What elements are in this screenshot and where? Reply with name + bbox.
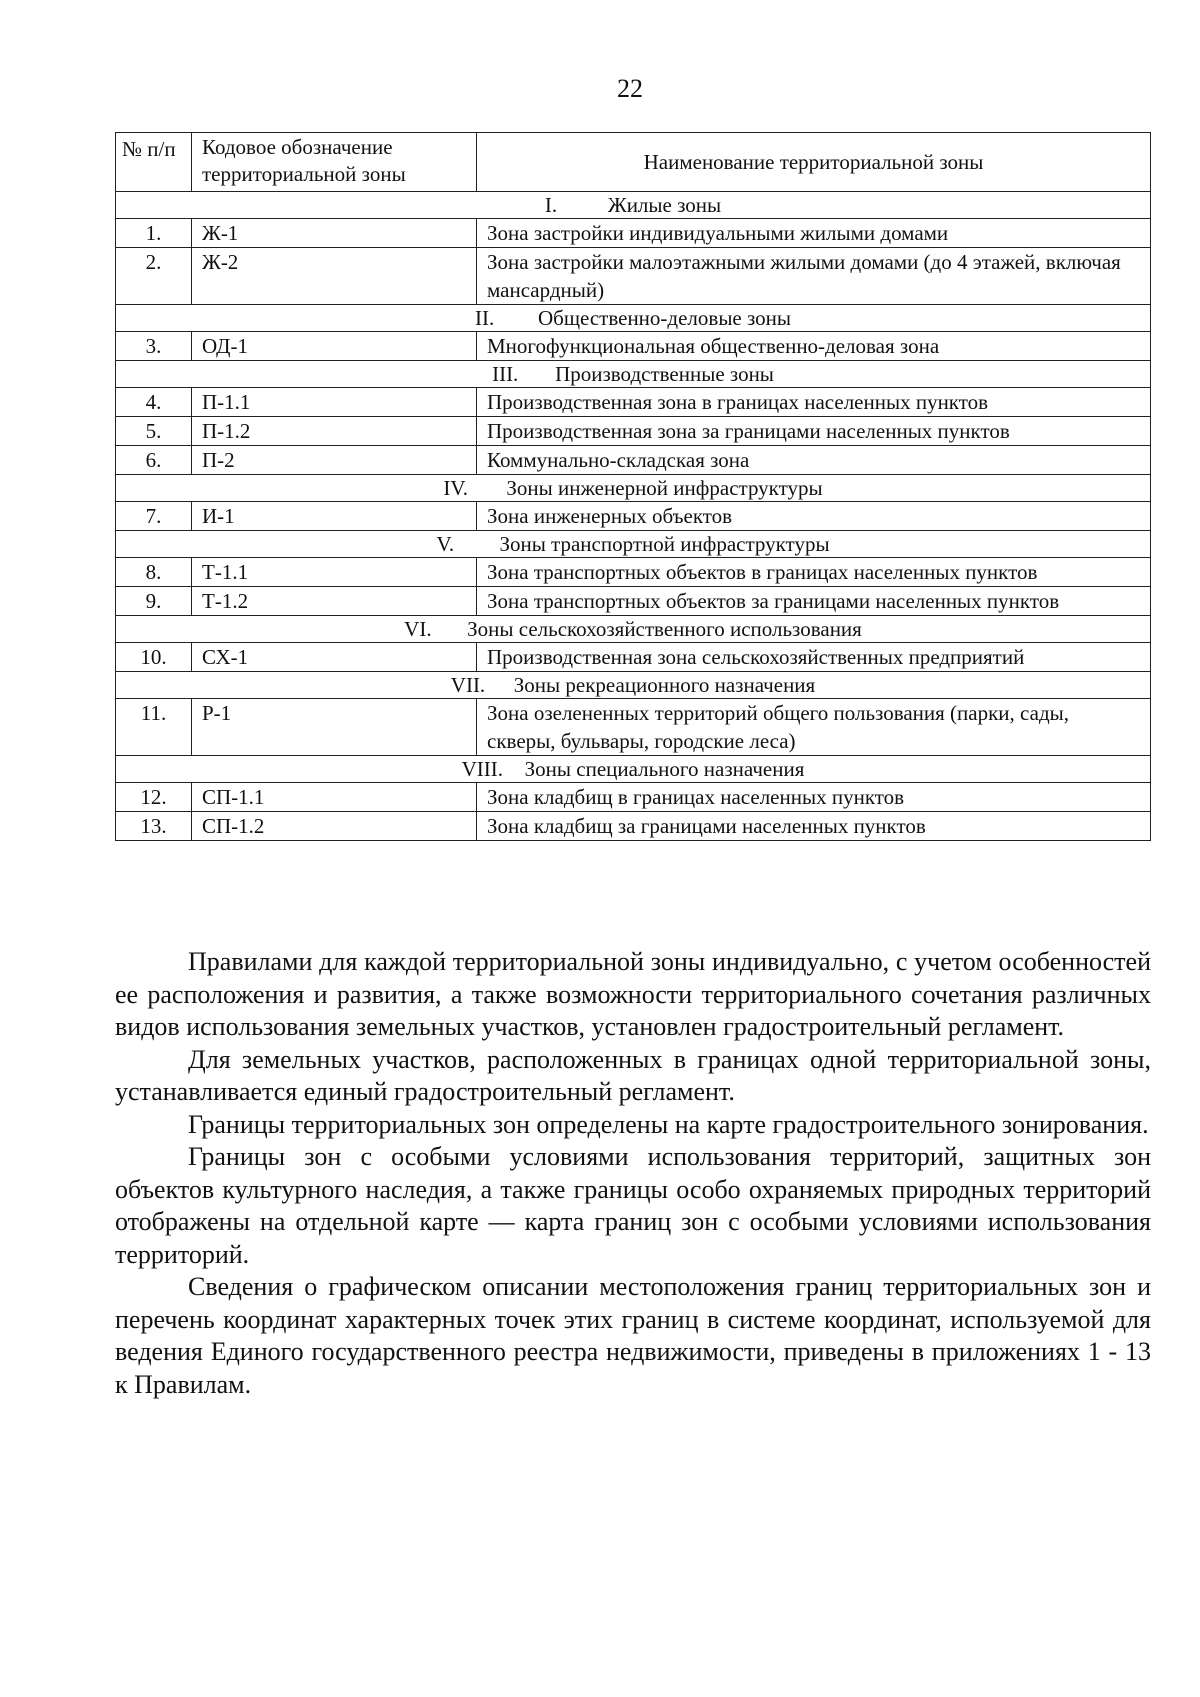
cell-number: 12. (116, 783, 192, 812)
section-title: Зоны транспортной инфраструктуры (499, 532, 830, 556)
section-heading (116, 475, 1151, 502)
cell-number: 13. (116, 812, 192, 841)
cell-code: СП-1.2 (192, 812, 477, 841)
section-row (116, 305, 1151, 332)
section-title: Зоны инженерной инфраструктуры (506, 476, 823, 500)
cell-code: П-1.2 (192, 417, 477, 446)
paragraph: Сведения о графическом описании местоположения границ территориальных зон и перечень координат характерных точек этих границ в системе координат, используемой для ведения Единого государственного реестра недвижимости, приведены в приложениях 1 - 13 к Правилам. (115, 1272, 1151, 1399)
cell-name: Зона транспортных объектов в границах населенных пунктов (477, 558, 1151, 587)
table-row (116, 388, 1151, 417)
header-number: № п/п (116, 133, 192, 192)
section-heading (116, 756, 1151, 783)
cell-number: 3. (116, 332, 192, 361)
section-heading (116, 672, 1151, 699)
cell-name: Зона транспортных объектов за границами населенных пунктов (477, 587, 1151, 616)
section-row (116, 756, 1151, 783)
section-title: Зоны специального назначения (524, 757, 805, 781)
header-name: Наименование территориальной зоны (477, 133, 1151, 192)
section-heading (116, 531, 1151, 558)
section-row (116, 672, 1151, 699)
territorial-zones-table (115, 132, 1151, 841)
cell-code: И-1 (192, 502, 477, 531)
section-numeral: II. (474, 306, 495, 330)
paragraph: Границы территориальных зон определены на карте градостроительного зонирования. (188, 1109, 1149, 1139)
table-row (116, 699, 1151, 756)
cell-name: Зона кладбищ в границах населенных пунктов (477, 783, 1151, 812)
section-row (116, 475, 1151, 502)
section-numeral: VIII. (461, 757, 504, 781)
section-numeral: VI. (404, 617, 432, 641)
section-title: Зоны сельскохозяйственного использования (467, 617, 862, 641)
table-row (116, 587, 1151, 616)
cell-number: 2. (116, 248, 192, 305)
section-numeral: V. (436, 532, 455, 556)
table-row (116, 248, 1151, 305)
body-text (115, 946, 1151, 1401)
cell-code: Т-1.2 (192, 587, 477, 616)
section-heading (116, 616, 1151, 643)
section-title: Общественно-деловые зоны (537, 306, 792, 330)
section-title: Производственные зоны (555, 362, 774, 386)
cell-name: Производственная зона сельскохозяйственных предприятий (477, 643, 1151, 672)
table-row (116, 417, 1151, 446)
cell-name: Коммунально-складская зона (477, 446, 1151, 475)
table-row (116, 812, 1151, 841)
section-row (116, 361, 1151, 388)
header-code: Кодовое обозначение территориальной зоны (192, 133, 477, 192)
table-row (116, 783, 1151, 812)
section-heading (116, 305, 1151, 332)
section-numeral: I. (544, 193, 558, 217)
paragraph: Границы зон с особыми условиями использования территорий, защитных зон объектов культурного наследия, а также границы особо охраняемых природных территорий отображены на отдельной карте — карта границ зон с особыми условиями использования территорий. (115, 1142, 1151, 1269)
section-heading (116, 192, 1151, 219)
cell-number: 9. (116, 587, 192, 616)
table-row (116, 219, 1151, 248)
cell-code: П-2 (192, 446, 477, 475)
section-title: Жилые зоны (607, 193, 722, 217)
cell-code: Т-1.1 (192, 558, 477, 587)
section-heading (116, 361, 1151, 388)
table-row (116, 446, 1151, 475)
cell-code: СХ-1 (192, 643, 477, 672)
cell-number: 8. (116, 558, 192, 587)
table-row (116, 643, 1151, 672)
table-row (116, 332, 1151, 361)
cell-name: Зона озелененных территорий общего пользования (парки, сады, скверы, бульвары, городские леса) (477, 699, 1151, 756)
cell-code: Ж-1 (192, 219, 477, 248)
paragraph: Правилами для каждой территориальной зоны индивидуально, с учетом особенностей ее расположения и развития, а также возможности территориального сочетания различных видов использования земельных участков, установлен градостроительный регламент. (115, 947, 1151, 1041)
cell-code: Ж-2 (192, 248, 477, 305)
section-row (116, 531, 1151, 558)
cell-number: 4. (116, 388, 192, 417)
cell-code: СП-1.1 (192, 783, 477, 812)
section-row (116, 192, 1151, 219)
cell-name: Зона застройки индивидуальными жилыми домами (477, 219, 1151, 248)
cell-name: Зона инженерных объектов (477, 502, 1151, 531)
table-body (116, 192, 1151, 841)
cell-number: 5. (116, 417, 192, 446)
cell-number: 1. (116, 219, 192, 248)
cell-name: Зона застройки малоэтажными жилыми домами (до 4 этажей, включая мансардный) (477, 248, 1151, 305)
cell-code: Р-1 (192, 699, 477, 756)
cell-name: Зона кладбищ за границами населенных пунктов (477, 812, 1151, 841)
cell-number: 7. (116, 502, 192, 531)
section-title: Зоны рекреационного назначения (513, 673, 816, 697)
paragraph: Для земельных участков, расположенных в границах одной территориальной зоны, устанавливается единый градостроительный регламент. (115, 1044, 1151, 1106)
section-numeral: III. (492, 362, 519, 386)
cell-number: 11. (116, 699, 192, 756)
cell-name: Производственная зона в границах населенных пунктов (477, 388, 1151, 417)
table-header-row (116, 133, 1151, 192)
cell-number: 10. (116, 643, 192, 672)
page-number: 22 (617, 74, 643, 103)
section-numeral: VII. (450, 673, 486, 697)
table-row (116, 558, 1151, 587)
cell-code: ОД-1 (192, 332, 477, 361)
section-numeral: IV. (443, 476, 469, 500)
cell-name: Многофункциональная общественно-деловая зона (477, 332, 1151, 361)
section-row (116, 616, 1151, 643)
cell-number: 6. (116, 446, 192, 475)
table-row (116, 502, 1151, 531)
cell-code: П-1.1 (192, 388, 477, 417)
cell-name: Производственная зона за границами населенных пунктов (477, 417, 1151, 446)
